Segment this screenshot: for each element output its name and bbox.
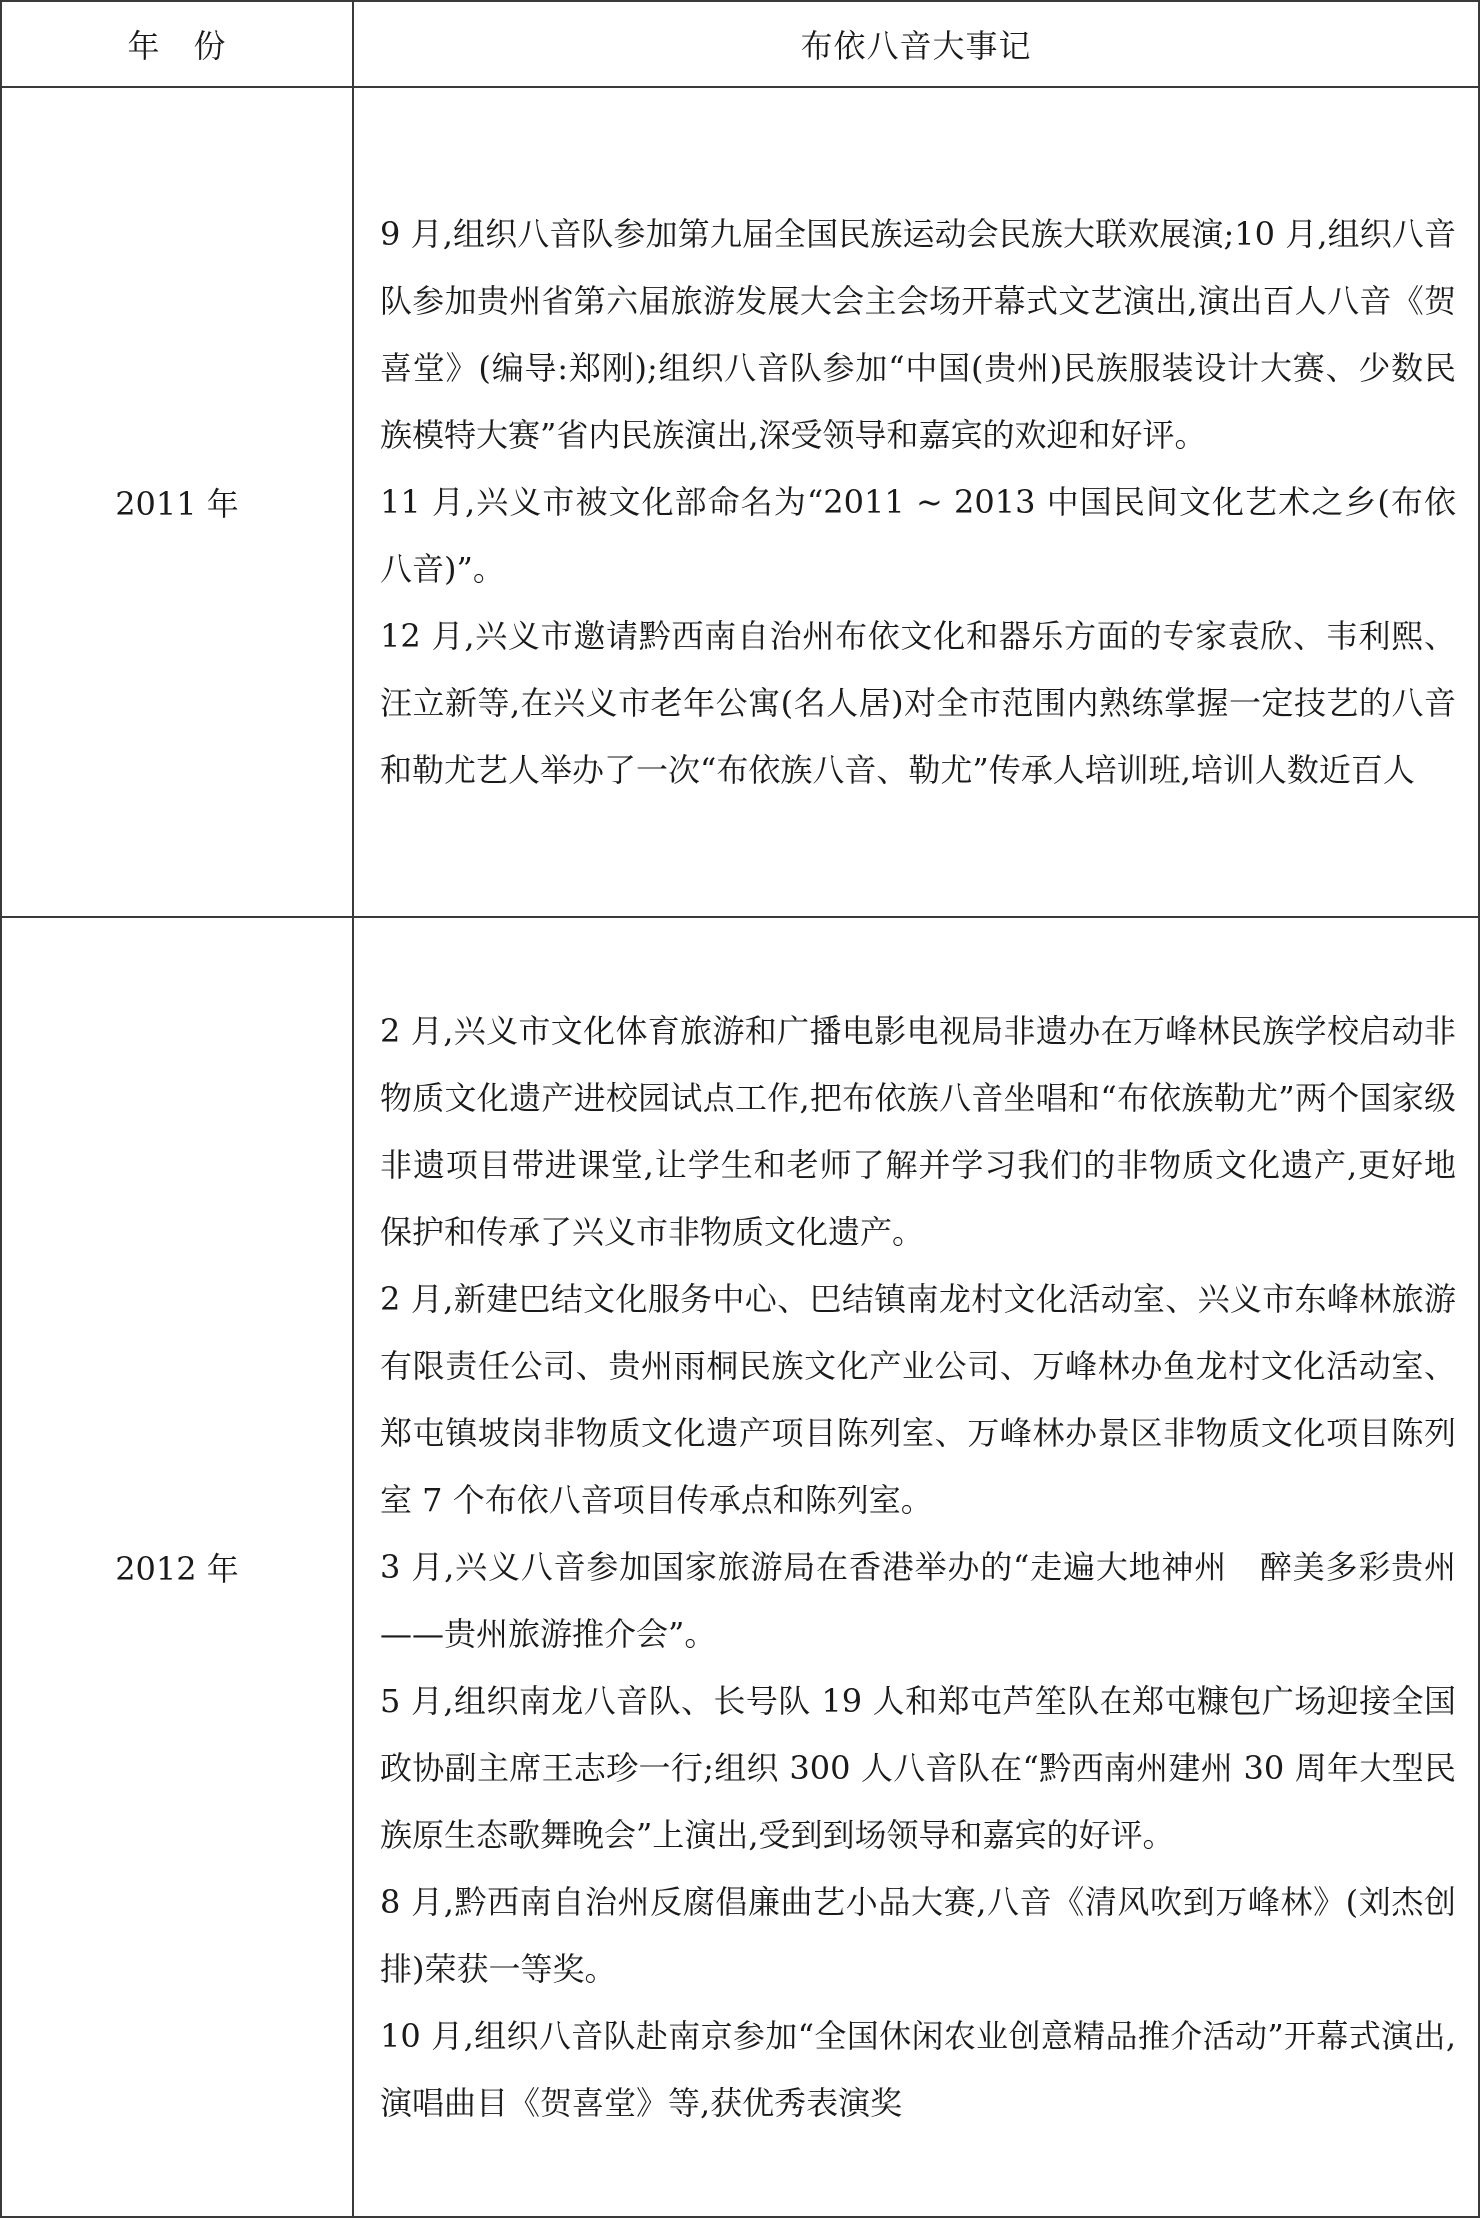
- event-paragraph: 5 月,组织南龙八音队、长号队 19 人和郑屯芦笙队在郑屯糠包广场迎接全国政协副主席王志珍一行;组织 300 人八音队在“黔西南州建州 30 周年大型民族原生态歌舞晚会”上演出,受到到场领导和嘉宾的好评。: [380, 1681, 1456, 1854]
- year-cell: 2012 年: [1, 917, 353, 2217]
- table-row: [1, 917, 1479, 2217]
- table-row: [1, 87, 1479, 917]
- header-events: 布依八音大事记: [353, 1, 1479, 87]
- event-paragraph: 2 月,新建巴结文化服务中心、巴结镇南龙村文化活动室、兴义市东峰林旅游有限责任公司、贵州雨桐民族文化产业公司、万峰林办鱼龙村文化活动室、郑屯镇坡岗非物质文化遗产项目陈列室、万峰林办景区非物质文化项目陈列室 7 个布依八音项目传承点和陈列室。: [380, 1279, 1456, 1519]
- event-paragraph: 10 月,组织八音队赴南京参加“全国休闲农业创意精品推介活动”开幕式演出,演唱曲目《贺喜堂》等,获优秀表演奖: [380, 2016, 1456, 2122]
- event-paragraph: 11 月,兴义市被文化部命名为“2011 ~ 2013 中国民间文化艺术之乡(布依八音)”。: [380, 482, 1456, 588]
- events-cell: [353, 87, 1479, 917]
- header-year: 年 份: [1, 1, 353, 87]
- events-cell: [353, 917, 1479, 2217]
- event-paragraph: 8 月,黔西南自治州反腐倡廉曲艺小品大赛,八音《清风吹到万峰林》(刘杰创排)荣获一等奖。: [380, 1882, 1456, 1988]
- table-header-row: [1, 1, 1479, 87]
- event-paragraph: 9 月,组织八音队参加第九届全国民族运动会民族大联欢展演;10 月,组织八音队参加贵州省第六届旅游发展大会主会场开幕式文艺演出,演出百人八音《贺喜堂》(编导:郑刚);组织八音队参加“中国(贵州)民族服装设计大赛、少数民族模特大赛”省内民族演出,深受领导和嘉宾的欢迎和好评。: [380, 214, 1456, 454]
- event-paragraph: 3 月,兴义八音参加国家旅游局在香港举办的“走遍大地神州 醉美多彩贵州——贵州旅游推介会”。: [380, 1547, 1456, 1653]
- year-cell: 2011 年: [1, 87, 353, 917]
- event-paragraph: 2 月,兴义市文化体育旅游和广播电影电视局非遗办在万峰林民族学校启动非物质文化遗产进校园试点工作,把布依族八音坐唱和“布依族勒尤”两个国家级非遗项目带进课堂,让学生和老师了解并学习我们的非物质文化遗产,更好地保护和传承了兴义市非物质文化遗产。: [380, 1011, 1456, 1251]
- event-paragraph: 12 月,兴义市邀请黔西南自治州布依文化和器乐方面的专家袁欣、韦利熙、汪立新等,在兴义市老年公寓(名人居)对全市范围内熟练掌握一定技艺的八音和勒尤艺人举办了一次“布依族八音、勒尤”传承人培训班,培训人数近百人: [380, 616, 1456, 789]
